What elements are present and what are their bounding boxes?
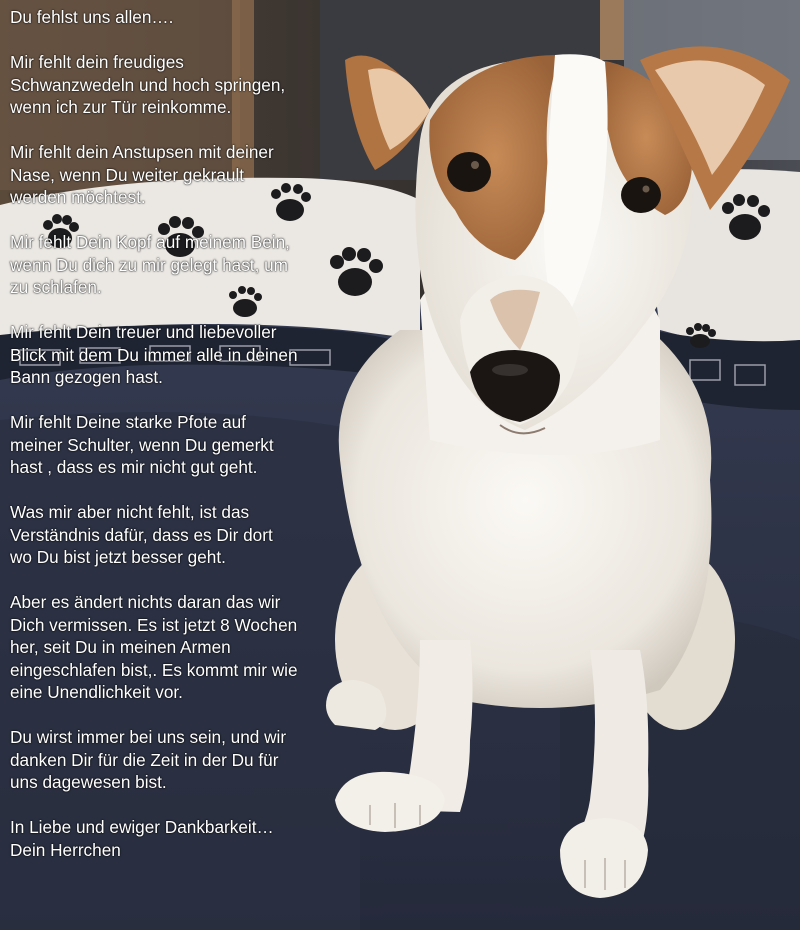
- poem-line: Mir fehlt Dein treuer und liebevoller: [10, 322, 277, 342]
- poem-line: wo Du bist jetzt besser geht.: [10, 547, 226, 567]
- poem-stanza: [10, 141, 355, 209]
- poem-line: Mir fehlt dein Anstupsen mit deiner: [10, 142, 274, 162]
- poem-stanza: [10, 816, 355, 861]
- poem-stanza: [10, 321, 355, 389]
- poem-line: uns dagewesen bist.: [10, 772, 167, 792]
- poem-stanza: [10, 51, 355, 119]
- poem-stanza: [10, 591, 355, 704]
- poem-line: wenn ich zur Tür reinkomme.: [10, 97, 232, 117]
- poem-stanza: [10, 411, 355, 479]
- poem-line: Verständnis dafür, dass es Dir dort: [10, 524, 273, 545]
- poem-line: Mir fehlt Dein Kopf auf meinem Bein,: [10, 232, 290, 252]
- dog-eye-left: [447, 152, 491, 192]
- poem-line: Mir fehlt dein freudiges: [10, 52, 184, 72]
- poem-title: Du fehlst uns allen….: [10, 7, 174, 27]
- poem-stanzas: [10, 51, 355, 861]
- poem-line: her, seit Du in meinen Armen: [10, 637, 231, 657]
- poem-line: Dein Herrchen: [10, 839, 121, 860]
- poem-line: danken Dir für die Zeit in der Du für: [10, 749, 279, 770]
- memorial-poem: [10, 6, 355, 884]
- poem-line: meiner Schulter, wenn Du gemerkt: [10, 434, 274, 455]
- poem-line: Bann gezogen hast.: [10, 367, 163, 387]
- poem-stanza: [10, 231, 355, 299]
- poem-line: hast , dass es mir nicht gut geht.: [10, 457, 258, 477]
- poem-line: Du wirst immer bei uns sein, und wir: [10, 727, 287, 747]
- poem-stanza: [10, 501, 355, 569]
- poem-line: eingeschlafen bist,. Es kommt mir wie: [10, 659, 298, 680]
- poem-line: wenn Du dich zu mir gelegt hast, um: [10, 254, 288, 275]
- poem-line: In Liebe und ewiger Dankbarkeit…: [10, 817, 274, 837]
- poem-line: Schwanzwedeln und hoch springen,: [10, 74, 286, 95]
- poem-line: Mir fehlt Deine starke Pfote auf: [10, 412, 246, 432]
- poem-line: Aber es ändert nichts daran das wir: [10, 592, 281, 612]
- poem-line: Was mir aber nicht fehlt, ist das: [10, 502, 250, 522]
- poem-line: werden möchtest.: [10, 187, 146, 207]
- poem-line: eine Unendlichkeit vor.: [10, 682, 183, 702]
- poem-line: Nase, wenn Du weiter gekrault: [10, 164, 245, 185]
- poem-title-stanza: [10, 6, 355, 29]
- poem-stanza: [10, 726, 355, 794]
- poem-line: Dich vermissen. Es ist jetzt 8 Wochen: [10, 614, 298, 635]
- window-frame: [600, 0, 624, 60]
- poem-line: Blick mit dem Du immer alle in deinen: [10, 344, 298, 365]
- dog-eye-right: [621, 177, 661, 213]
- poem-line: zu schlafen.: [10, 277, 102, 297]
